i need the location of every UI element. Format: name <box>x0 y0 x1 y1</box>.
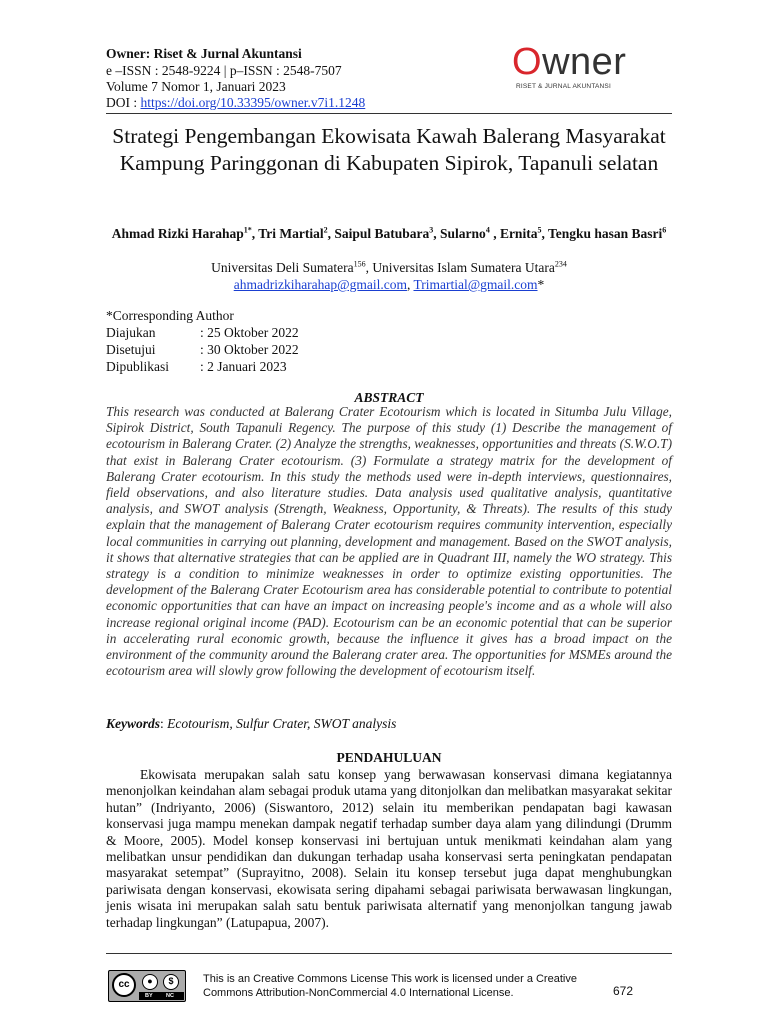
author-sup: 6 <box>662 225 667 235</box>
logo-subtitle: RISET & JURNAL AKUNTANSI <box>516 83 611 90</box>
attribution-icon: ● <box>142 974 158 990</box>
license-text <box>203 972 603 1000</box>
paper-title: Strategi Pengembangan Ekowisata Kawah Balerang Masyarakat Kampung Paringgonan di Kabupaten Sipirok, Tapanuli selatan <box>112 124 666 175</box>
author-6 <box>548 226 666 241</box>
logo-letter-o: O <box>512 41 543 83</box>
meta-row-published <box>106 358 299 375</box>
introduction-text: Ekowisata merupakan salah satu konsep yang berwawasan konservasi dimana kegiatannya menonjolkan keindahan alam sebagai produk utama yang ditonjolkan dan melibatkan masyarakat sekitar hutan” (Indriyanto, 2006) (Siswantoro, 2012) selain itu memberikan pendapatan bagi kawasan konservasi juga mampu menekan dampak negatif terhadap sumber daya alam yang dilindungi (Drumm & Moore, 2005). Model konsep konservasi ini bertujuan untuk menikmati keindahan alam yang melibatkan unsur pendidikan dan dukungan terhadap usaha konservasi serta peningkatan pendapatan masyarakat setempat” (Suprayitno, 2008). Selain itu konsep tersebut juga dapat menghubungkan pariwisata dengan konservasi, ekowisata sering dipahami sebagai pariwisata berwawasan lingkungan, jenis wisata ini merupakan salah satu bentuk pariwisata alternatif yang menonjolkan tangung jawab terhadap lingkungan” (Latupapua, 2007). <box>106 767 672 930</box>
abstract-heading: ABSTRACT <box>354 390 424 405</box>
author-name: Tengku hasan Basri <box>547 226 663 241</box>
cc-license-badge[interactable] <box>108 970 186 1002</box>
email-line <box>106 276 672 293</box>
meta-value: : 25 Oktober 2022 <box>200 325 299 340</box>
email-link-1[interactable]: ahmadrizkiharahap@gmail.com <box>233 277 407 292</box>
email-link-2[interactable]: Trimartial@gmail.com <box>413 277 538 292</box>
author-sep: , <box>489 226 500 241</box>
cc-nc-label: NC <box>166 993 174 999</box>
university-2: Universitas Islam Sumatera Utara <box>372 260 555 275</box>
cc-icon: cc <box>112 973 136 997</box>
volume-line: Volume 7 Nomor 1, Januari 2023 <box>106 79 286 94</box>
author-name: Tri Martial <box>258 226 324 241</box>
license-line-1: This is an Creative Commons License This work is licensed under a Creative <box>203 973 577 985</box>
corresponding-author: *Corresponding Author <box>106 308 234 323</box>
abstract-text: This research was conducted at Balerang Crater Ecotourism which is located in Situmba Julu Village, Sipirok District, South Tapanuli Regency. The purpose of this study (1) Describe the management of ecotourism in Balerang Crater. (2) Analyze the strengths, weaknesses, opportunities and threats (S.W.O.T) that exist in Balerang Crater ecotourism. (3) Formulate a strategy matrix for the development of Balerang Crater ecotourism. In this study the methods used were in-depth interviews, questionnaires, field observations, and also literature studies. Data analysis used qualitative analysis, quantitative analysis, and SWOT analysis (Strength, Weakness, Opportunity, & Threats). The results of this study explain that the management of Balerang Crater ecotourism requires community intervention, especially local communities in carrying out planning, development and management. Based on the SWOT analysis, it shows that alternative strategies that can be applied are in Quadrant III, namely the WO strategy. This strategy is a condition to minimize weaknesses in order to optimize existing opportunities. The development of the Balerang Crater Ecotourism area has considerable potential to contribute to potential economic opportunities that can have an impact on increasing people's income and as a whole will also increase regional original income (PAD). Ecotourism can be an economic potential that can be superior in accelerating rural economic growth, because the influence it gives has a broad impact on the environment of the community around the Balerang crater area. The opportunities for MSMEs around the ecotourism area will slowly grow following the development of ecotourism itself. <box>106 404 672 679</box>
section-heading: PENDAHULUAN <box>336 750 442 765</box>
author-sup: 1* <box>243 225 252 235</box>
author-sep: , <box>541 226 548 241</box>
issn-line: e –ISSN : 2548-9224 | p–ISSN : 2548-7507 <box>106 63 342 78</box>
doi-line <box>106 95 365 111</box>
author-sup: 5 <box>537 225 542 235</box>
email-star: * <box>537 277 545 292</box>
author-sep: , <box>327 226 335 241</box>
author-sep: , <box>433 226 441 241</box>
author-sep: , <box>251 226 259 241</box>
university-1: Universitas Deli Sumatera <box>211 260 354 275</box>
author-sup: 2 <box>323 225 328 235</box>
author-list <box>106 226 672 242</box>
doi-label: DOI : <box>106 95 141 110</box>
license-line-2: Commons Attribution-NonCommercial 4.0 International License. <box>203 987 514 999</box>
header-divider <box>106 113 672 114</box>
doi-link[interactable]: https://doi.org/10.33395/owner.v7i1.1248 <box>140 95 366 110</box>
university-1-sup: 156 <box>353 259 366 269</box>
author-4 <box>440 226 490 241</box>
keywords-colon: : <box>160 716 168 731</box>
author-5 <box>500 226 542 241</box>
affiliation-line <box>106 259 672 276</box>
meta-label: Dipublikasi <box>106 359 169 374</box>
meta-value: : 2 Januari 2023 <box>200 359 287 374</box>
author-1 <box>112 226 252 241</box>
keywords <box>106 716 672 732</box>
submission-meta <box>106 307 299 375</box>
cc-band <box>139 992 184 1000</box>
cc-by-label: BY <box>145 993 153 999</box>
email-sep: , <box>406 277 414 292</box>
keywords-label: Keywords <box>106 716 160 731</box>
meta-value: : 30 Oktober 2022 <box>200 342 299 357</box>
meta-row-submitted <box>106 324 299 341</box>
logo-letters-wner: wner <box>542 41 627 83</box>
meta-label: Diajukan <box>106 325 156 340</box>
author-name: Saipul Batubara <box>334 226 430 241</box>
meta-row-approved <box>106 341 299 358</box>
page-number: 672 <box>613 984 634 998</box>
author-sup: 4 <box>485 225 490 235</box>
author-2 <box>258 226 327 241</box>
owner-logo <box>512 42 626 82</box>
noncommercial-icon: $ <box>163 974 179 990</box>
author-sup: 3 <box>429 225 434 235</box>
affiliation-sep: , <box>365 260 373 275</box>
author-name: Ahmad Rizki Harahap <box>111 226 244 241</box>
meta-label: Disetujui <box>106 342 156 357</box>
university-2-sup: 234 <box>554 259 567 269</box>
footer-divider <box>106 953 672 954</box>
author-name: Ernita <box>499 226 538 241</box>
affiliation <box>106 259 672 293</box>
journal-name: Owner: Riset & Jurnal Akuntansi <box>106 46 302 61</box>
author-3 <box>334 226 433 241</box>
author-name: Sularno <box>440 226 486 241</box>
keywords-value: Ecotourism, Sulfur Crater, SWOT analysis <box>167 716 397 731</box>
